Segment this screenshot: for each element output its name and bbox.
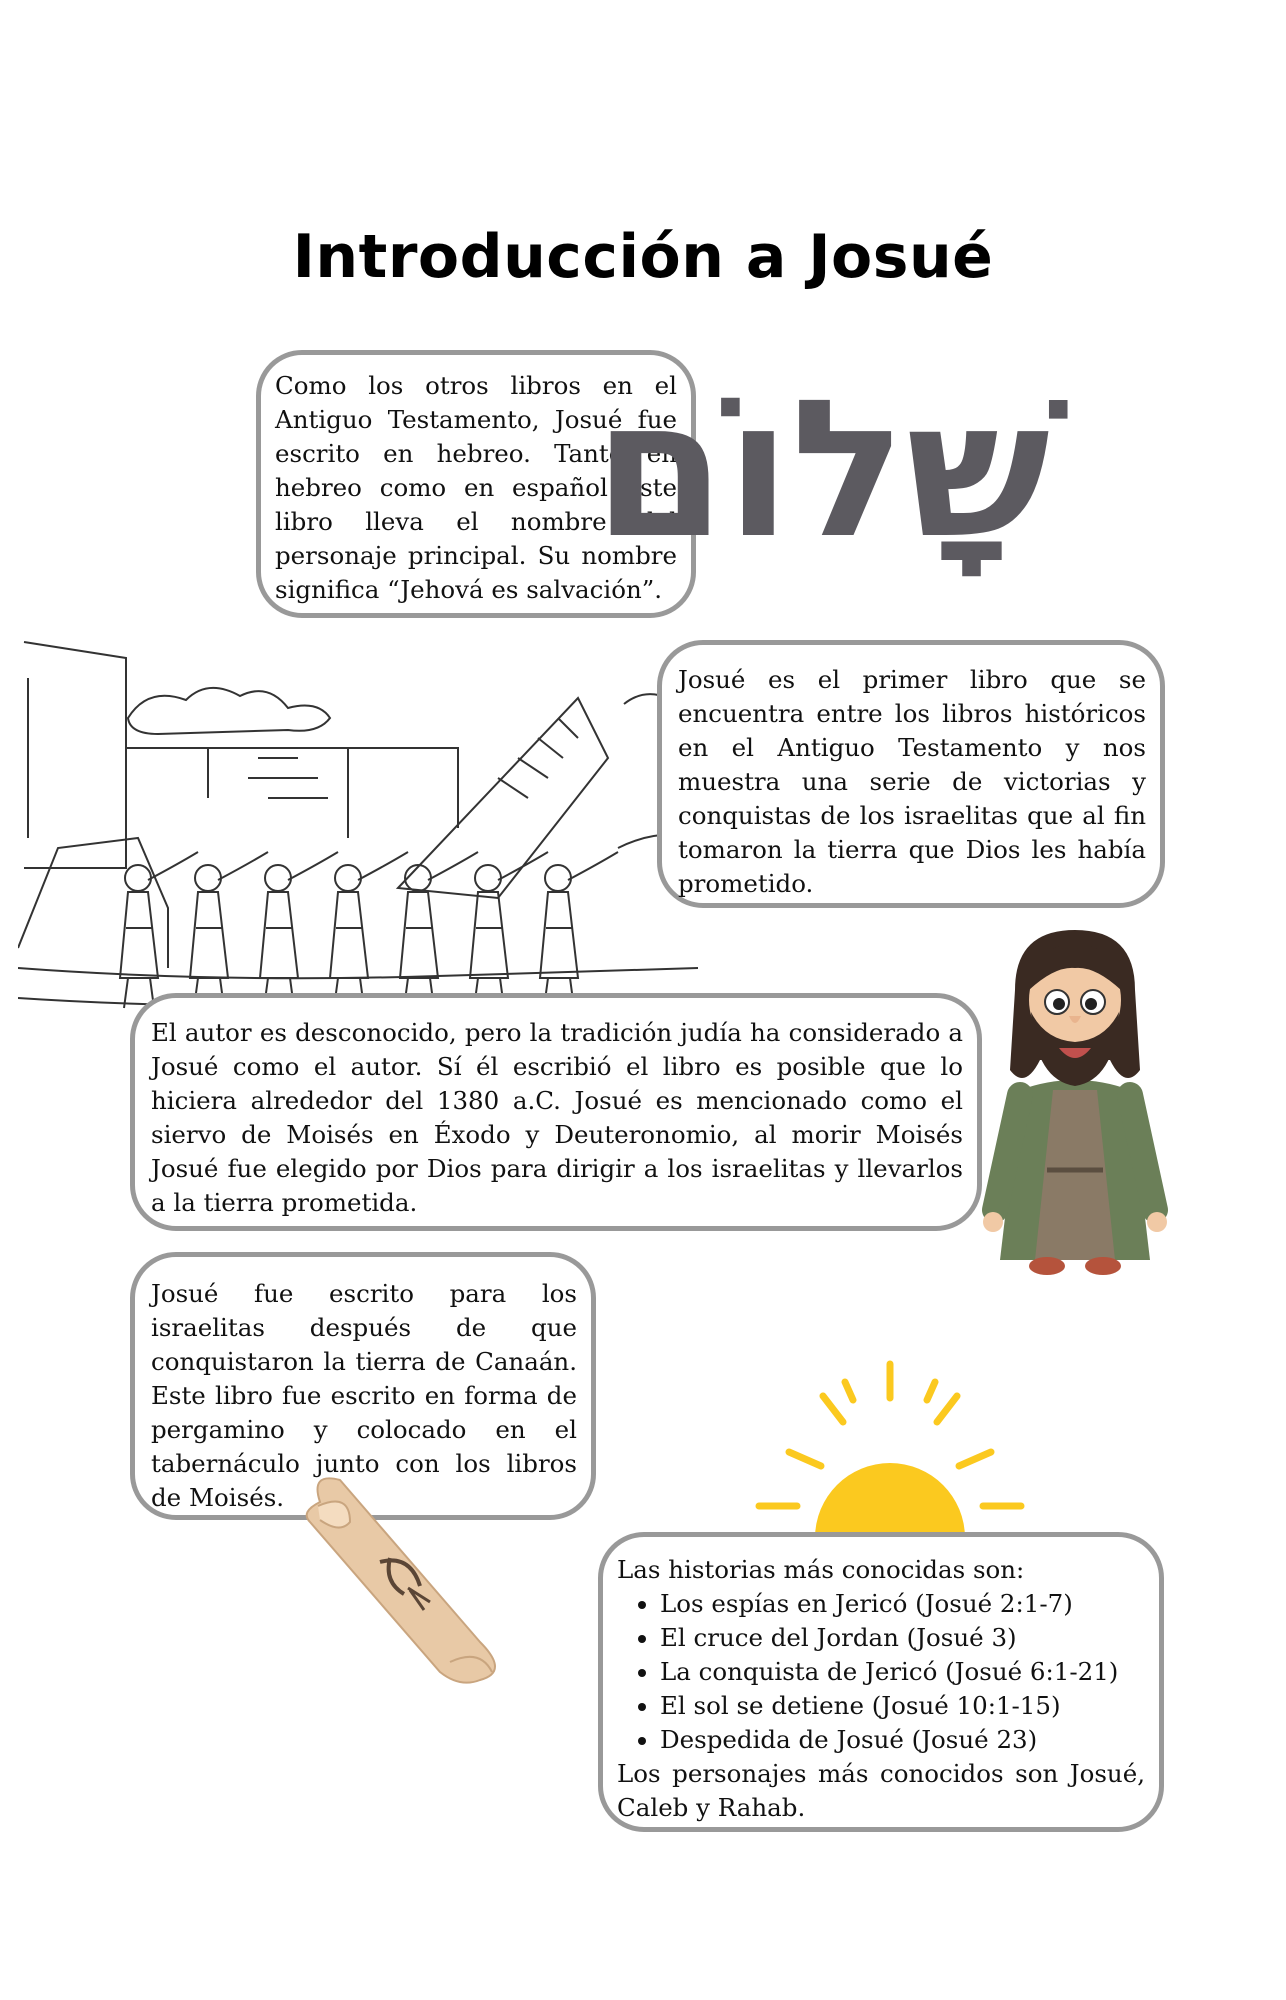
stories-box: [598, 1532, 1164, 1832]
list-item: • La conquista de Jericó (Josué 6:1-21): [660, 1655, 1145, 1689]
author-box: [130, 993, 982, 1231]
sun-icon: [755, 1356, 1025, 1538]
intro-paragraph: Como los otros libros en el Antiguo Testamento, Josué fue escrito en hebreo. Tanto en hebreo como en español este libro lleva el nombre del personaje principal. Su nombre significa “Jehová es salvación”.: [275, 371, 677, 604]
stories-list: [617, 1587, 1145, 1757]
audience-paragraph: Josué fue escrito para los israelitas después de que conquistaron la tierra de Canaán. Este libro fue escrito en forma de pergamino y colocado en el tabernáculo junto con los libros de Moisés.: [151, 1279, 577, 1512]
page-title: Introducción a Josué: [292, 222, 994, 292]
list-item: • Despedida de Josué (Josué 23): [660, 1723, 1145, 1757]
stories-intro: Las historias más conocidas son:: [617, 1555, 1025, 1584]
list-item: • El sol se detiene (Josué 10:1-15): [660, 1689, 1145, 1723]
author-paragraph: El autor es desconocido, pero la tradición judía ha considerado a Josué como el autor. Sí él escribió el libro es posible que lo hiciera alrededor del 1380 a.C. Josué es mencionado como el siervo de Moisés en Éxodo y Deuteronomio, al morir Moisés Josué fue elegido por Dios para dirigir a los israelitas y llevarlos a la tierra prometida.: [151, 1018, 963, 1217]
historical-books-box: [657, 640, 1165, 908]
hebrew-shalom-word: שָׁלוֹם: [593, 359, 1050, 580]
scroll-icon: [280, 1462, 530, 1692]
shofar-procession-illustration: [18, 638, 698, 1038]
characters-paragraph: Los personajes más conocidos son Josué, Caleb y Rahab.: [617, 1759, 1145, 1822]
list-item: • El cruce del Jordan (Josué 3): [660, 1621, 1145, 1655]
list-item: • Los espías en Jericó (Josué 2:1-7): [660, 1587, 1145, 1621]
joshua-character-illustration: [975, 930, 1175, 1310]
historical-books-paragraph: Josué es el primer libro que se encuentra entre los libros históricos en el Antiguo Testamento y nos muestra una serie de victorias y conquistas de los israelitas que al fin tomaron la tierra que Dios les había prometido.: [678, 665, 1146, 898]
